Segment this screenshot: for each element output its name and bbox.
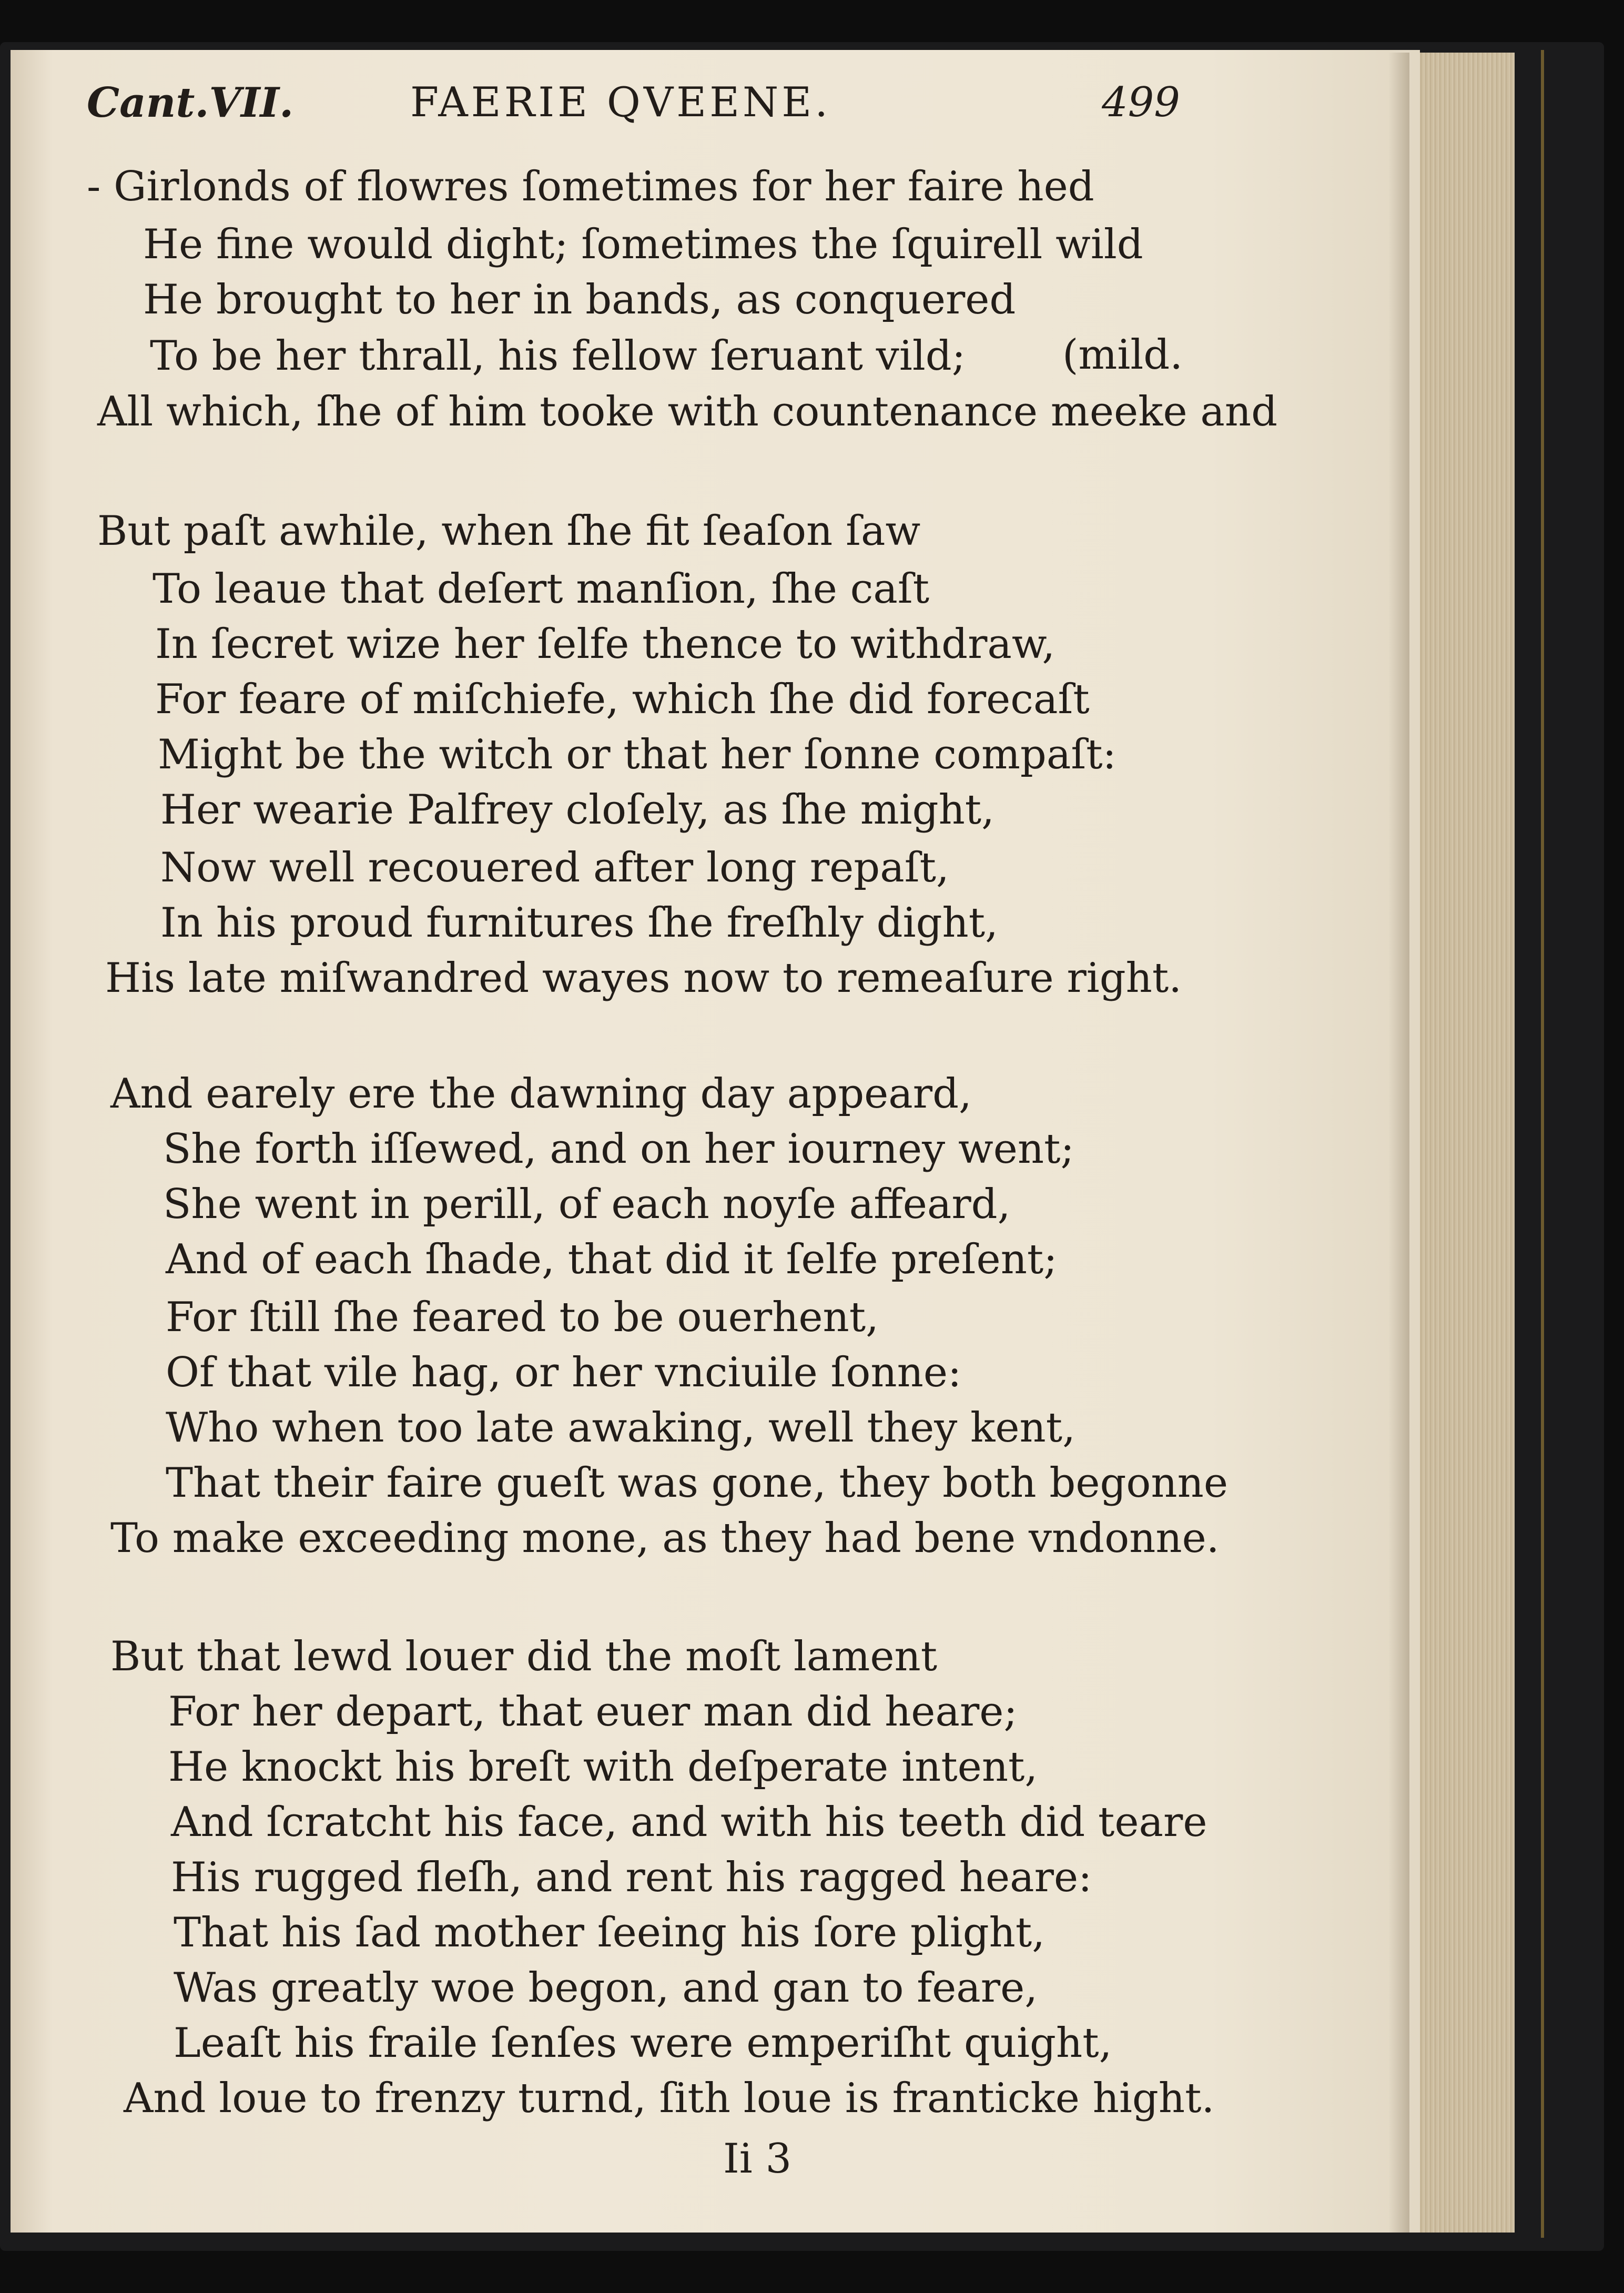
verse-line: Her wearie Palfrey cloſely, as ſhe might,: [160, 786, 994, 834]
verse-line: But paſt awhile, when ſhe fit ſeaſon ſaw: [97, 508, 921, 555]
verse-line: Was greatly woe begon, and gan to feare,: [174, 1964, 1038, 2012]
verse-line: For feare of miſchiefe, which ſhe did forecaſt: [155, 676, 1090, 723]
verse-line: For ſtill ſhe feared to be ouerhent,: [166, 1294, 879, 1341]
verse-line: His late miſwandred wayes now to remeaſure right.: [105, 955, 1182, 1002]
verse-line: To make exceeding mone, as they had bene vndonne.: [110, 1515, 1220, 1562]
verse-line: He brought to her in bands, as conquered: [143, 276, 1016, 323]
verse-line: To leaue that deſert manſion, ſhe caſt: [153, 565, 930, 613]
page-number: 499: [1102, 79, 1180, 126]
verse-line: He fine would dight; ſometimes the ſquirell wild: [143, 221, 1143, 268]
verse-line: But that lewd louer did the moſt lament: [110, 1633, 938, 1680]
verse-line: His rugged fleſh, and rent his ragged heare:: [171, 1854, 1092, 1901]
verse-line: She forth iſſewed, and on her iourney went;: [163, 1125, 1074, 1173]
gutter-shadow: [1388, 53, 1409, 2233]
page-title: FAERIE QVEENE.: [410, 79, 831, 126]
verse-line: For her depart, that euer man did heare;: [168, 1688, 1018, 1736]
canto-label: Cant.VII.: [87, 79, 294, 127]
verse-line: In ſecret wize her ſelfe thence to withdraw,: [155, 621, 1055, 668]
verse-line: She went in perill, of each noyſe affeard,: [163, 1181, 1011, 1228]
verse-line: Leaſt his fraile ſenſes were emperiſht quight,: [174, 2020, 1112, 2067]
verse-line: To be her thrall, his fellow ſeruant vild;: [150, 332, 966, 380]
verse-line: Now well recouered after long repaſt,: [160, 844, 949, 891]
verse-line: And of each ſhade, that did it ſelfe preſent;: [166, 1236, 1058, 1283]
verse-line: And ſcratcht his face, and with his teeth did teare: [171, 1799, 1207, 1846]
turnover-word: (mild.: [1062, 331, 1183, 379]
verse-line: Might be the witch or that her ſonne compaſt:: [158, 731, 1116, 778]
verse-line: All which, ſhe of him tooke with countenance meeke and: [97, 388, 1278, 435]
verse-line: He knockt his breſt with deſperate intent,: [168, 1743, 1038, 1791]
verse-line: - Girlonds of flowres ſometimes for her faire hed: [87, 163, 1094, 210]
verse-line: And earely ere the dawning day appeard,: [110, 1070, 972, 1118]
verse-line: And loue to frenzy turnd, ſith loue is franticke hight.: [124, 2075, 1215, 2122]
signature-mark: Ii 3: [723, 2135, 792, 2183]
gilt-border: [1541, 50, 1544, 2238]
verse-line: That their faire gueſt was gone, they both begonne: [166, 1459, 1229, 1507]
verse-line: That his ſad mother ſeeing his ſore plight,: [174, 1909, 1046, 1956]
verse-line: Who when too late awaking, well they kent,: [166, 1404, 1075, 1452]
verse-line: In his proud furnitures ſhe freſhly dight,: [160, 899, 998, 947]
verse-line: Of that vile hag, or her vnciuile ſonne:: [166, 1349, 962, 1396]
